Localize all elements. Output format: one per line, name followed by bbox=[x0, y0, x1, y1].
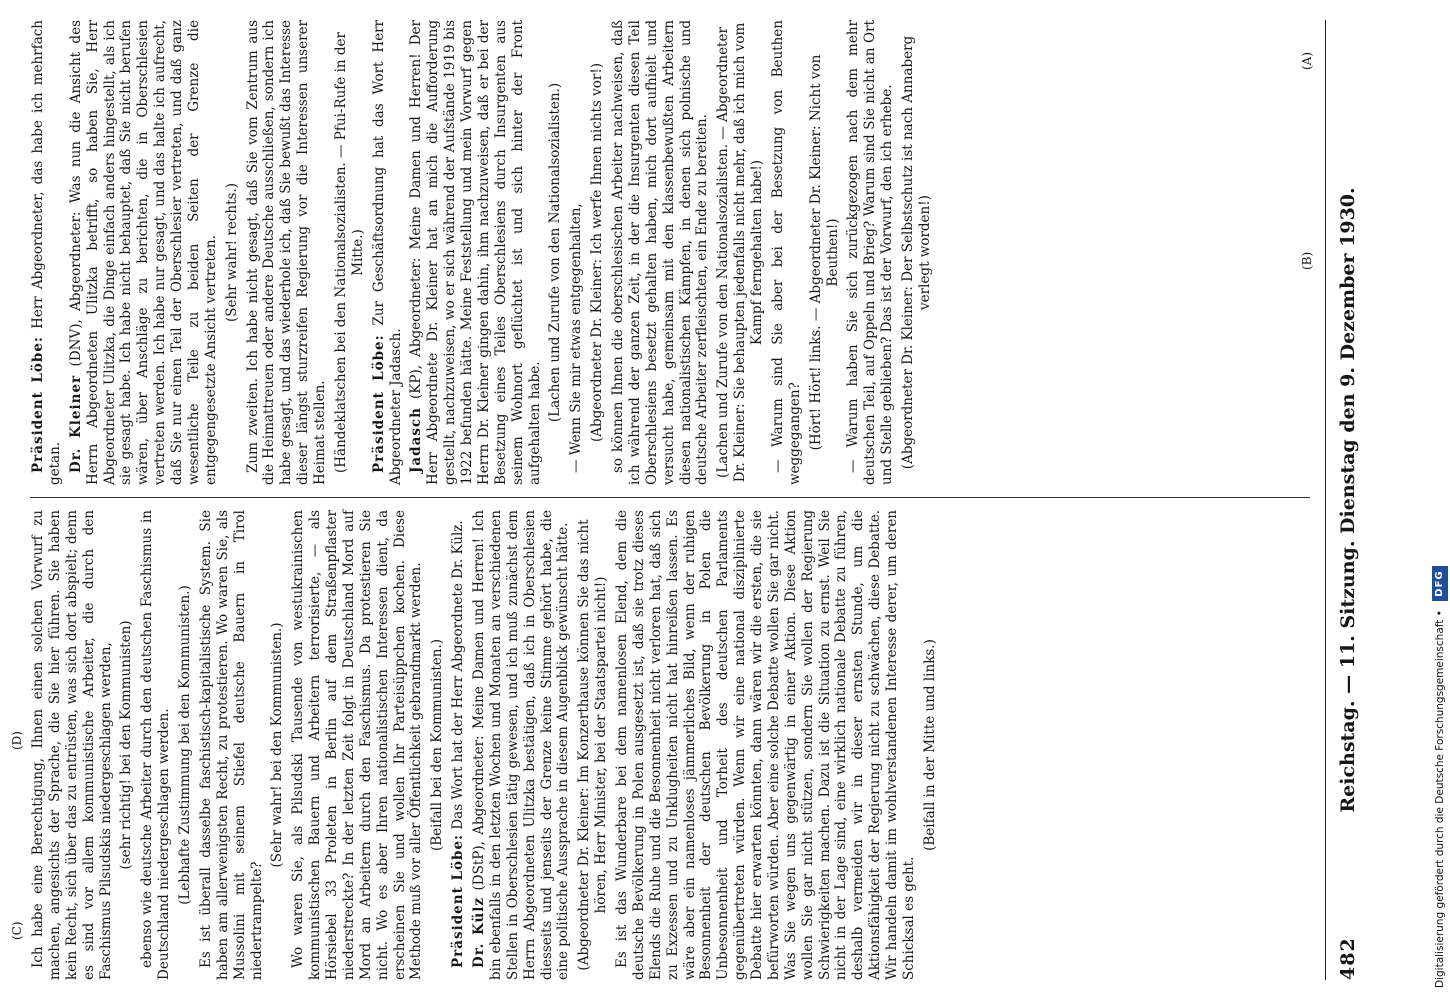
margin-mark-b: (B) bbox=[1300, 251, 1314, 270]
digitization-stamp-text bbox=[1430, 3, 1450, 988]
interjection-text: (Händeklatschen bei den Nationalsozialisten. — Pfui-Rufe in der Mitte.) bbox=[332, 32, 366, 473]
stamp-label: Digitalisierung gefördert durch die Deutsche Forschungsgemeinschaft • bbox=[1434, 610, 1446, 988]
speech-paragraph bbox=[371, 20, 405, 485]
paragraph-text: Es ist überall dasselbe faschistisch-kapitalistische System. Sie haben am allerwenigsten Recht, zu protestieren. Wo waren Sie, als Mussolini mit seinem Stiefel deutsche Bauern in Tirol niedertrampelte? bbox=[197, 510, 265, 980]
speaker-name: Präsident Löbe: bbox=[30, 336, 46, 473]
interjection-text: (Beifall in der Mitte und links.) bbox=[921, 639, 938, 851]
interjection-text: (Sehr wahr! bei den Kommunisten.) bbox=[269, 622, 286, 868]
paragraph-text: ebenso wie deutsche Arbeiter durch den deutschen Faschismus in Deutschland niedergeschlagen werden. bbox=[139, 510, 173, 980]
interjection bbox=[576, 510, 610, 980]
dfg-logo bbox=[1432, 566, 1448, 600]
speech-text: (DNV), Abgeordneter: Was nun die Ansicht des Herrn Abgeordneten Ulitzka betrifft, so haben Sie, Herr Abgeordneter Ulitzka, die Dinge einfach anders hingestellt, als ich sie gesagt habe. Ich habe nicht behauptet, daß Sie nicht berufen wären, über Anschläge zu berichten, die in Oberschlesien vertreten werden. Ich habe nur gesagt, und das halte ich aufrecht, daß Sie nur einen Teil der Oberschlesier vertreten, und daß ganz wesentliche Teile zu beiden Seiten der Grenze die entgegengesetzte Ansicht vertreten. bbox=[67, 20, 219, 485]
body-paragraph bbox=[139, 510, 173, 980]
interjection bbox=[333, 20, 367, 485]
body-paragraph bbox=[290, 510, 425, 980]
digitization-stamp bbox=[1412, 8, 1446, 993]
speech-text: Das Wort hat der Herr Abgeordnete Dr. Külz. bbox=[450, 520, 467, 834]
paragraph-text: — Warum sind Sie aber bei der Besetzung von Beuthen weggegangen? bbox=[769, 20, 803, 485]
margin-mark-c: (C) bbox=[10, 921, 24, 940]
body-paragraph bbox=[614, 510, 918, 980]
interjection-text: (Lachen und Zurufe von den Nationalsozialisten.) bbox=[547, 82, 564, 423]
body-paragraph bbox=[198, 510, 266, 980]
speech-text: (DStP), Abgeordneter: Meine Damen und Herren! Ich bin ebenfalls in den letzten Wochen und Monaten an verschiedenen Stellen in Oberschlesien tätig gewesen, und ich muß zunächst dem Herrn Abgeordneten Ulitzka bestätigen, daß ich in Oberschlesien diesseits und jenseits der Grenze keine Stimme gehört habe, die eine politische Aussprache in diesem Augenblick gewünscht hätte. bbox=[471, 510, 572, 980]
interjection bbox=[589, 20, 606, 485]
paragraph-text: Wo waren Sie, als Pilsudski Tausende von westukrainischen kommunistischen Bauern und Arbeitern terrorisierte, — als Hörsiebel 33 Proleten in Berlin auf dem Straßenpflaster niederstreckte? In der letzten Zeit folgt in Deutschland Mord auf Mord an Arbeitern durch den Faschismus. Da protestieren Sie nicht. Wo es aber Ihren nationalistischen Interessen dient, da erscheinen Sie und wollen Ihr Parteisüppchen kochen. Diese Methode muß vor aller Öffentlichkeit gebrandmarkt werden. bbox=[290, 510, 425, 980]
speech-text: (KP), Abgeordneter: Meine Damen und Herren! Der Herr Abgeordnete Dr. Kleiner hat an mich die Aufforderung gestellt, nachzuweisen, wo er sich während der Aufstände 1919 bis 1922 befunden hätte. Meine Feststellung und mein Vorwurf gegen Herrn Dr. Kleiner gingen dahin, ihm nachzuweisen, daß er bei der Besetzung eines Teiles Oberschlesiens durch Insurgenten aus seinem Wohnort geflüchtet ist und sich hinter der Front aufgehalten habe. bbox=[408, 20, 543, 485]
header-rule bbox=[1325, 20, 1326, 980]
paragraph-text: so können Ihnen die oberschlesischen Arbeiter nachweisen, daß ich während der ganzen Zeit, in der die Insurgenten diesen Teil Oberschlesiens besetzt gehalten haben, mich dort aufhielt und versucht habe, gemeinsam mit den klassenbewußten Arbeitern diesen nationalistischen Kämpfen, in denen sich polnische und deutsche Arbeiter zerfleischten, ein Ende zu bereiten. bbox=[610, 20, 711, 485]
interjection-text: (Abgeordneter Dr. Kleiner: Der Selbstschutz ist nach Annaberg verlegt worden!) bbox=[900, 35, 933, 470]
speech-text: Zur Geschäftsordnung hat das Wort Herr Abgeordneter Jadasch. bbox=[370, 20, 404, 485]
body-paragraph bbox=[245, 20, 329, 485]
interjection-text: (Beifall bei den Kommunisten.) bbox=[429, 638, 446, 852]
speaker-name: Präsident Löbe: bbox=[450, 833, 467, 968]
interjection-text: (Lebhafte Zustimmung bei den Kommunisten.) bbox=[177, 585, 193, 905]
speaker-name: Dr. Külz bbox=[471, 896, 487, 968]
interjection-text: (Abgeordneter Dr. Kleiner: Im Konzerthause können Sie das nicht hören, Herr Minister, bei der Staatspartei nicht!) bbox=[576, 519, 610, 971]
body-paragraph bbox=[845, 20, 896, 485]
dfg-logo-text: DFG bbox=[1434, 570, 1445, 597]
interjection-text: (sehr richtig! bei den Kommunisten) bbox=[118, 620, 135, 870]
paragraph-text: Zum zweiten. Ich habe nicht gesagt, daß Sie vom Zentrum aus die Heimattreuen oder andere Deutsche ausschließen, sondern ich habe gesagt, und das wiederhole ich, daß Sie bewußt das Interesse dieser längst sturzreifen Regierung vor die Interessen unserer Heimat stellen. bbox=[244, 20, 328, 485]
interjection bbox=[547, 20, 564, 485]
speaker-name: Präsident Löbe: bbox=[370, 334, 387, 473]
interjection-text: (Sehr wahr! rechts.) bbox=[223, 182, 240, 323]
speech-paragraph bbox=[450, 510, 467, 980]
speaker-name: Jadasch bbox=[408, 407, 425, 473]
margin-mark-d: (D) bbox=[10, 731, 24, 750]
body-paragraph bbox=[30, 510, 114, 980]
interjection-text: (Hört! Hört! links. — Abgeordneter Dr. Kleiner: Nicht von Beuthen!) bbox=[807, 54, 841, 451]
body-paragraph bbox=[770, 20, 804, 485]
right-column bbox=[30, 510, 1315, 980]
interjection-text: (Abgeordneter Dr. Kleiner: Ich werfe Ihnen nichts vor!) bbox=[589, 62, 606, 443]
page-number: 482 bbox=[1337, 937, 1359, 980]
interjection-text: (Lachen und Zurufe von den Nationalsozialisten. — Abgeordneter Dr. Kleiner: Sie behaupten jedenfalls nicht mehr, daß ich mich vom Kampf ferngehalten habe!) bbox=[715, 22, 765, 483]
paragraph-text: — Warum haben Sie sich zurückgezogen nach dem mehr deutschen Teil, auf Oppeln und Brieg? Warum sind Sie nicht an Ort und Stelle geblieben? Das ist der Vorwurf, den ich erhebe. bbox=[845, 20, 896, 485]
speaker-name: Dr. Kleiner bbox=[67, 374, 84, 473]
speech-paragraph bbox=[471, 510, 572, 980]
interjection bbox=[808, 20, 842, 485]
interjection bbox=[922, 510, 939, 980]
interjection bbox=[900, 20, 934, 485]
interjection bbox=[429, 510, 446, 980]
body-paragraph bbox=[610, 20, 711, 485]
speech-paragraph bbox=[408, 20, 543, 485]
body-paragraph bbox=[568, 20, 585, 485]
interjection bbox=[269, 510, 286, 980]
speech-paragraph bbox=[30, 20, 64, 485]
running-title: Reichstag. — 11. Sitzung. Dienstag den 9. Dezember 1930. bbox=[1337, 187, 1359, 813]
speech-text: Herr Abgeordneter, das habe ich mehrfach getan. bbox=[30, 20, 63, 485]
interjection bbox=[715, 20, 766, 485]
paragraph-text: Es ist das Wunderbare bei dem namenlosen Elend, dem die deutsche Bevölkerung in Polen ausgesetzt ist, daß sie trotz dieses Elends die Ruhe und die Besonnenheit nicht verloren hat, daß sich zu Exzessen und zu Unklugheiten nicht hat hinreißen lassen. Es wäre aber ein namenloses jämmerliches Bild, wenn der ruhigen Besonnenheit der deutschen Bevölkerung in Polen die Unbesonnenheit und Torheit des deutschen Parlaments gegenübertreten würden. Wenn wir eine national disziplinierte Debatte hier erwarten könnten, dann wären wir die ersten, die sie befürworten würden. Aber eine solche Debatte wollen Sie gar nicht. Was Sie wegen uns gegenwärtig in einer Aktion. Diese Aktion wollen Sie gar nicht stützen, sondern Sie wollen der Regierung Schwierigkeiten machen. Dazu ist die Situation zu ernst. Weil Sie nicht in der Lage sind, eine wirklich nationale Debatte zu führen, deshalb vermeiden wir in dieser ernsten Stunde, um die Aktionsfähigkeit der Regierung nicht zu schwächen, diese Debatte. Wir handeln damit im wohlverstandenen Interesse derer, um deren Schicksal es geht. bbox=[614, 510, 917, 980]
interjection bbox=[118, 510, 135, 980]
speech-paragraph bbox=[68, 20, 220, 485]
margin-mark-a: (A) bbox=[1300, 51, 1314, 70]
column-divider bbox=[30, 497, 1310, 498]
interjection bbox=[177, 510, 194, 980]
paragraph-text: Ich habe eine Berechtigung, Ihnen einen solchen Vorwurf zu machen, angesichts der Sprache, die Sie hier führen. Sie haben kein Recht, sich über das zu entrüsten, was sich dort abspielt; denn es sind vor allem kommunistische Arbeiter, die durch den Faschismus Pilsudskis niedergeschlagen werden, bbox=[30, 510, 114, 980]
paragraph-text: — Wenn Sie mir etwas entgegenhalten, bbox=[568, 203, 585, 473]
running-head bbox=[1335, 20, 1365, 980]
left-column bbox=[30, 20, 1315, 485]
interjection bbox=[224, 20, 241, 485]
